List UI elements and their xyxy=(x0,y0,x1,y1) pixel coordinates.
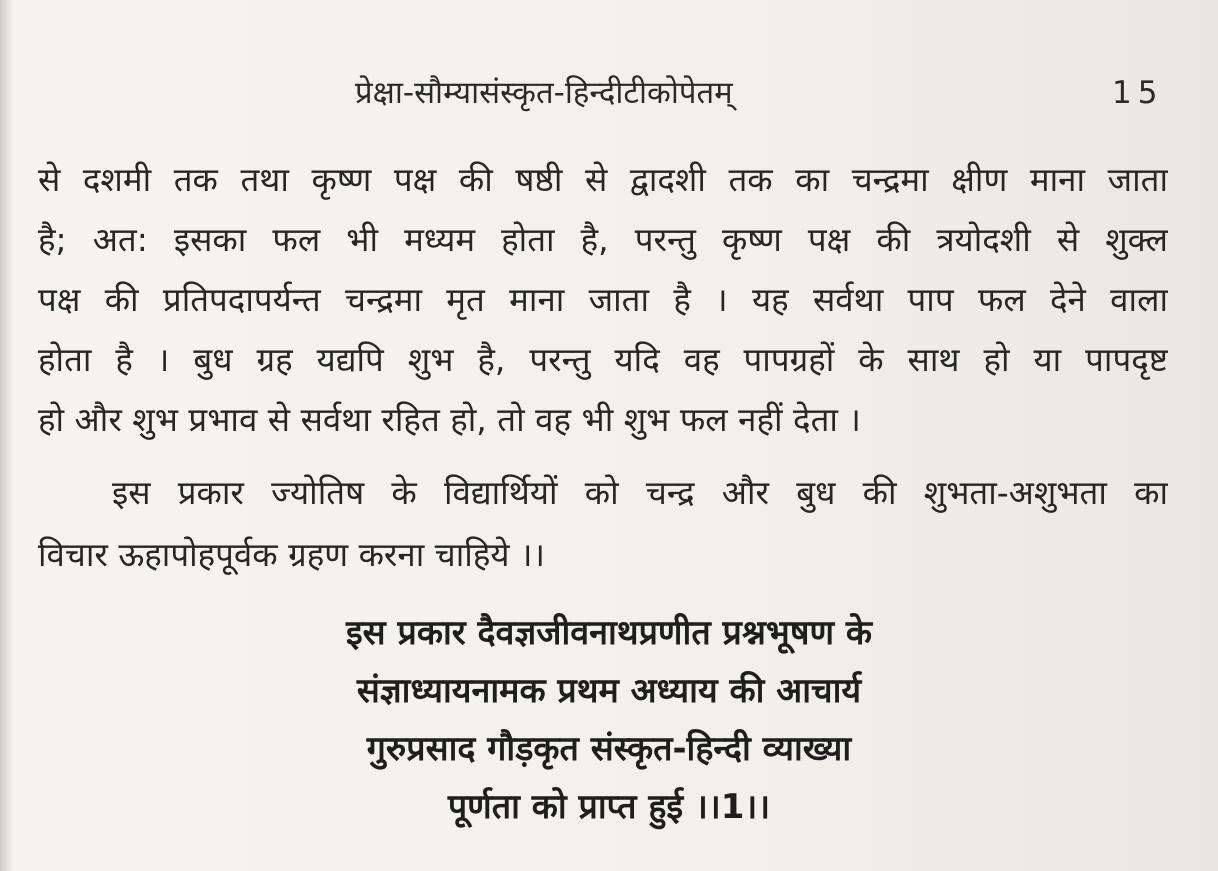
colophon-line: गुरुप्रसाद गौड़कृत संस्कृत-हिन्दी व्याख्या xyxy=(366,729,852,769)
paragraph-line: होता है । बुध ग्रह यद्यपि शुभ है, परन्तु यदि वह पापग्रहों के साथ हो या पापदृष्ट xyxy=(38,340,1168,379)
paragraph-line: हो और शुभ प्रभाव से सर्वथा रहित हो, तो वह भी शुभ फल नहीं देता । xyxy=(38,400,861,439)
page-number: 15 xyxy=(1112,75,1164,111)
paragraph-line: इस प्रकार ज्योतिष के विद्यार्थियों को चन्द्र और बुध की शुभता-अशुभता का xyxy=(112,473,1168,512)
colophon-line: पूर्णता को प्राप्त हुई ।।1।। xyxy=(447,787,771,827)
colophon-line: इस प्रकार दैवज्ञजीवनाथप्रणीत प्रश्नभूषण के xyxy=(345,613,873,653)
running-title: प्रेक्षा-सौम्यासंस्कृत-हिन्दीटीकोपेतम् xyxy=(355,75,733,111)
paragraph-line: है; अत: इसका फल भी मध्यम होता है, परन्तु कृष्ण पक्ष की त्रयोदशी से शुक्ल xyxy=(38,220,1168,259)
paragraph-line: विचार ऊहापोहपूर्वक ग्रहण करना चाहिये ।। xyxy=(38,535,545,574)
page-header xyxy=(0,70,1218,120)
paragraph-line: पक्ष की प्रतिपदापर्यन्त चन्द्रमा मृत माना जाता है । यह सर्वथा पाप फल देने वाला xyxy=(38,280,1168,319)
paragraph-line: से दशमी तक तथा कृष्ण पक्ष की षष्ठी से द्वादशी तक का चन्द्रमा क्षीण माना जाता xyxy=(38,160,1168,199)
colophon-line: संज्ञाध्यायनामक प्रथम अध्याय की आचार्य xyxy=(356,671,862,711)
